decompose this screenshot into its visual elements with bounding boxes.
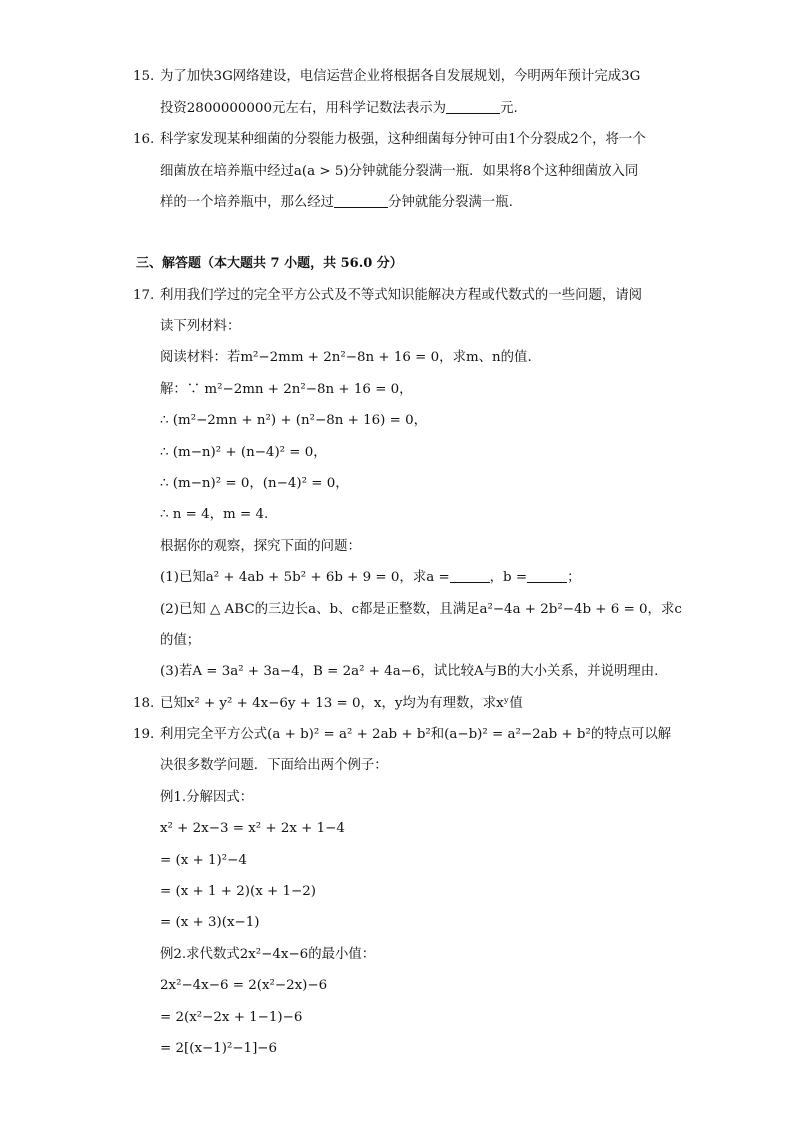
q17-part1 [160,568,581,588]
q15-line2-text: 投资2800000000元左右，用科学记数法表示为 [160,101,447,116]
q17-part2-line2: 的值； [160,633,201,648]
q19-example1-step2: = (x + 1)²−4 [160,853,247,868]
q19-number: 19. [133,727,155,742]
section-header: 三、解答题（本大题共 7 小题，共 56.0 分） [136,256,403,271]
q16-line3 [160,193,513,213]
q17-line1: 利用我们学过的完全平方公式及不等式知识能解决方程或代数式的一些问题，请阅 [160,288,643,303]
q17-material: 阅读材料：若m²−2mm + 2n²−8n + 16 = 0，求m、n的值. [160,350,532,365]
q17-part3: (3)若A = 3a² + 3a−4，B = 2a² + 4a−6，试比较A与B的大小关系，并说明理由. [160,664,659,679]
q19-example2-title: 例2.求代数式2x²−4x−6的最小值： [160,947,376,962]
q19-example2-step2: = 2(x²−2x + 1−1)−6 [160,1010,303,1025]
q19-example1-step1: x² + 2x−3 = x² + 2x + 1−4 [160,821,345,836]
q19-line1: 利用完全平方公式(a + b)² = a² + 2ab + b²和(a−b)² = a²−2ab + b²的特点可以解 [160,727,672,742]
q17-part1-mid: ，b = [489,570,528,585]
q19-example1-title: 例1.分解因式： [160,790,254,805]
q17-line2: 读下列材料： [160,319,241,334]
q17-number: 17. [133,288,155,303]
q17-part1-blank-a[interactable] [450,568,490,583]
q15-answer-blank[interactable] [446,99,500,114]
q17-part1-blank-b[interactable] [527,568,567,583]
q17-solution-step2: ∴ (m²−2mn + n²) + (n²−8n + 16) = 0， [160,413,428,428]
q19-example1-step4: = (x + 3)(x−1) [160,915,260,930]
q17-solution-step4: ∴ (m−n)² = 0，(n−4)² = 0， [160,476,349,491]
q15-number: 15. [133,69,155,84]
q17-part1-end: ； [567,570,581,585]
q19-example2-step1: 2x²−4x−6 = 2(x²−2x)−6 [160,978,328,993]
q17-solution-step3: ∴ (m−n)² + (n−4)² = 0， [160,445,327,460]
q17-solution-step1: 解：∵ m²−2mn + 2n²−8n + 16 = 0， [160,382,413,397]
q17-part2-line1: (2)已知 △ ABC的三边长a、b、c都是正整数，且满足a²−4a + 2b²−4b + 6 = 0，求c [160,602,682,617]
q19-example2-step3: = 2[(x−1)²−1]−6 [160,1041,278,1056]
q16-line1: 科学家发现某种细菌的分裂能力极强，这种细菌每分钟可由1个分裂成2个，将一个 [160,132,646,147]
q15-line2 [160,99,518,119]
q19-example1-step3: = (x + 1 + 2)(x + 1−2) [160,884,316,899]
q18-line1: 已知x² + y² + 4x−6y + 13 = 0，x，y均为有理数，求xʸ值 [160,696,523,711]
q16-line2: 细菌放在培养瓶中经过a(a > 5)分钟就能分裂满一瓶．如果将8个这种细菌放入同 [160,164,639,179]
q16-line3-tail: 分钟就能分裂满一瓶. [388,195,513,210]
q15-line2-tail: 元. [500,101,518,116]
q15-line1: 为了加快3G网络建设，电信运营企业将根据各自发展规划，今明两年预计完成3G [160,69,641,84]
q17-instruction: 根据你的观察，探究下面的问题： [160,539,361,554]
q16-number: 16. [133,132,155,147]
q17-part1-text: (1)已知a² + 4ab + 5b² + 6b + 9 = 0，求a = [160,570,450,585]
q16-answer-blank[interactable] [334,193,388,208]
q17-solution-step5: ∴ n = 4，m = 4. [160,507,269,522]
q18-number: 18. [133,696,155,711]
q16-line3-text: 样的一个培养瓶中，那么经过 [160,195,335,210]
q19-line2: 决很多数学问题．下面给出两个例子： [160,758,388,773]
